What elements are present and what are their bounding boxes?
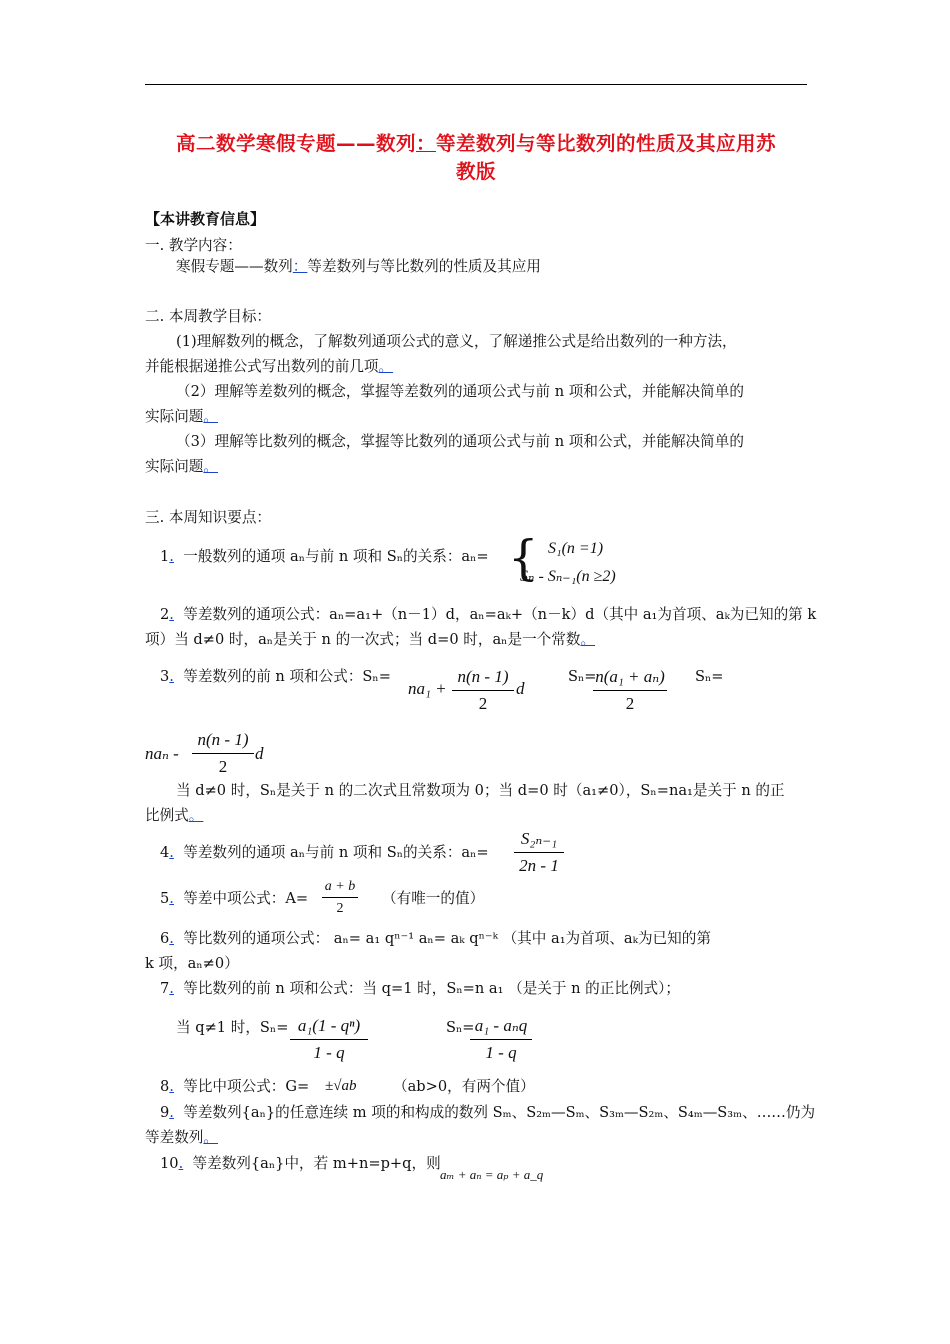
case-2: Sₙ - Sₙ₋₁(n ≥2) xyxy=(520,568,616,585)
formula-sn-3-right: d xyxy=(255,744,264,763)
goal-1-line-a: (1)理解数列的概念，了解数列通项公式的意义，了解递推公式是给出数列的一种方法， xyxy=(176,333,737,350)
point-5: 5. 等差中项公式：A= xyxy=(160,890,309,907)
point-7-case: 当 q≠1 时，Sₙ= xyxy=(176,1019,289,1036)
point-2-line-b: 项）当 d≠0 时，aₙ是关于 n 的一次式；当 d=0 时，aₙ是一个常数。 xyxy=(145,631,596,648)
s3-heading: 三. 本周知识要点： xyxy=(145,509,272,526)
sn-label-2: Sₙ= xyxy=(568,668,597,685)
goal-2-line-b: 实际问题。 xyxy=(145,408,218,425)
point-6-line-b: k 项，aₙ≠0） xyxy=(145,955,239,972)
section-header: 【本讲教育信息】 xyxy=(145,210,266,228)
formula-sn-3-left: naₙ - xyxy=(145,744,179,763)
point-7: 7. 等比数列的前 n 项和公式：当 q=1 时，Sₙ=n a₁ （是关于 n 的正比例式）； xyxy=(160,980,681,997)
formula-an-fraction: S₂ₙ₋₁ 2n - 1 xyxy=(514,828,564,877)
goal-1-line-b: 并能根据递推公式写出数列的前几项。 xyxy=(145,358,394,375)
goal-2-line-a: （2）理解等差数列的概念，掌握等差数列的通项公式与前 n 项和公式，并能解决简单的 xyxy=(176,383,744,400)
formula-a-fraction: a + b 2 xyxy=(322,878,358,917)
sn-label-3: Sₙ= xyxy=(695,668,724,685)
point-9-line-a: 9. 等差数列{aₙ}的任意连续 m 项的和构成的数列 Sₘ、S₂ₘ—Sₘ、S₃ₘ—S₂ₘ、S₄ₘ—S₃ₘ、……仍为 xyxy=(160,1104,816,1121)
point-8-note: （ab>0，有两个值） xyxy=(393,1078,535,1095)
formula-g: ±√ab xyxy=(325,1078,357,1094)
s2-heading: 二. 本周教学目标： xyxy=(145,308,272,325)
formula-sn-1-right: d xyxy=(516,679,525,698)
s1-body: 寒假专题——数列：等差数列与等比数列的性质及其应用 xyxy=(176,258,541,275)
title-line-1: 高二数学寒假专题——数列：等差数列与等比数列的性质及其应用苏 xyxy=(175,132,777,155)
point-10: 10. 等差数列{aₙ}中，若 m+n=p+q，则 xyxy=(160,1155,441,1172)
formula-sum-equality: aₘ + aₙ = aₚ + a_q xyxy=(440,1167,544,1182)
point-8: 8. 等比中项公式：G= xyxy=(160,1078,310,1095)
left-brace: { xyxy=(508,530,539,586)
formula-sn-geo-2: a₁ - aₙq 1 - q xyxy=(470,1015,532,1064)
case-1: S₁(n =1) xyxy=(548,540,604,557)
point-3: 3. 等差数列的前 n 项和公式：Sₙ= xyxy=(160,668,391,685)
title-line-2: 教版 xyxy=(455,160,496,183)
goal-3-line-b: 实际问题。 xyxy=(145,458,218,475)
point-9-line-b: 等差数列。 xyxy=(145,1129,218,1146)
point-6-line-a: 6. 等比数列的通项公式： aₙ= a₁ qⁿ⁻¹ aₙ= aₖ qⁿ⁻ᵏ （其中 a₁为首项、aₖ为已知的第 xyxy=(160,930,711,947)
s1-heading: 一. 教学内容： xyxy=(145,237,242,254)
formula-sn-1-fraction: n(n - 1) 2 xyxy=(452,666,514,715)
formula-sn-geo-1: a₁(1 - qⁿ) 1 - q xyxy=(290,1015,368,1064)
formula-sn-3-fraction: n(n - 1) 2 xyxy=(192,729,254,778)
formula-sn-2-fraction: n(a₁ + aₙ) 2 xyxy=(593,666,667,715)
goal-3-line-a: （3）理解等比数列的概念，掌握等比数列的通项公式与前 n 项和公式，并能解决简单的 xyxy=(176,433,744,450)
point-4: 4. 等差数列的通项 aₙ与前 n 项和 Sₙ的关系：aₙ= xyxy=(160,844,489,861)
point-3-note-b: 比例式。 xyxy=(145,807,204,824)
point-2-line-a: 2. 等差数列的通项公式：aₙ=a₁+（n－1）d，aₙ=aₖ+（n－k）d（其中 a₁为首项、aₖ为已知的第 k xyxy=(160,606,817,623)
point-5-note: （有唯一的值） xyxy=(382,890,485,907)
formula-sn-1-left: na₁ + xyxy=(408,679,447,698)
point-1: 1. 一般数列的通项 aₙ与前 n 项和 Sₙ的关系：aₙ= xyxy=(160,548,489,565)
sn-geo-label: Sₙ= xyxy=(446,1019,475,1036)
point-3-note-a: 当 d≠0 时，Sₙ是关于 n 的二次式且常数项为 0；当 d=0 时（a₁≠0），Sₙ=na₁是关于 n 的正 xyxy=(176,782,785,799)
header-rule xyxy=(145,84,807,85)
